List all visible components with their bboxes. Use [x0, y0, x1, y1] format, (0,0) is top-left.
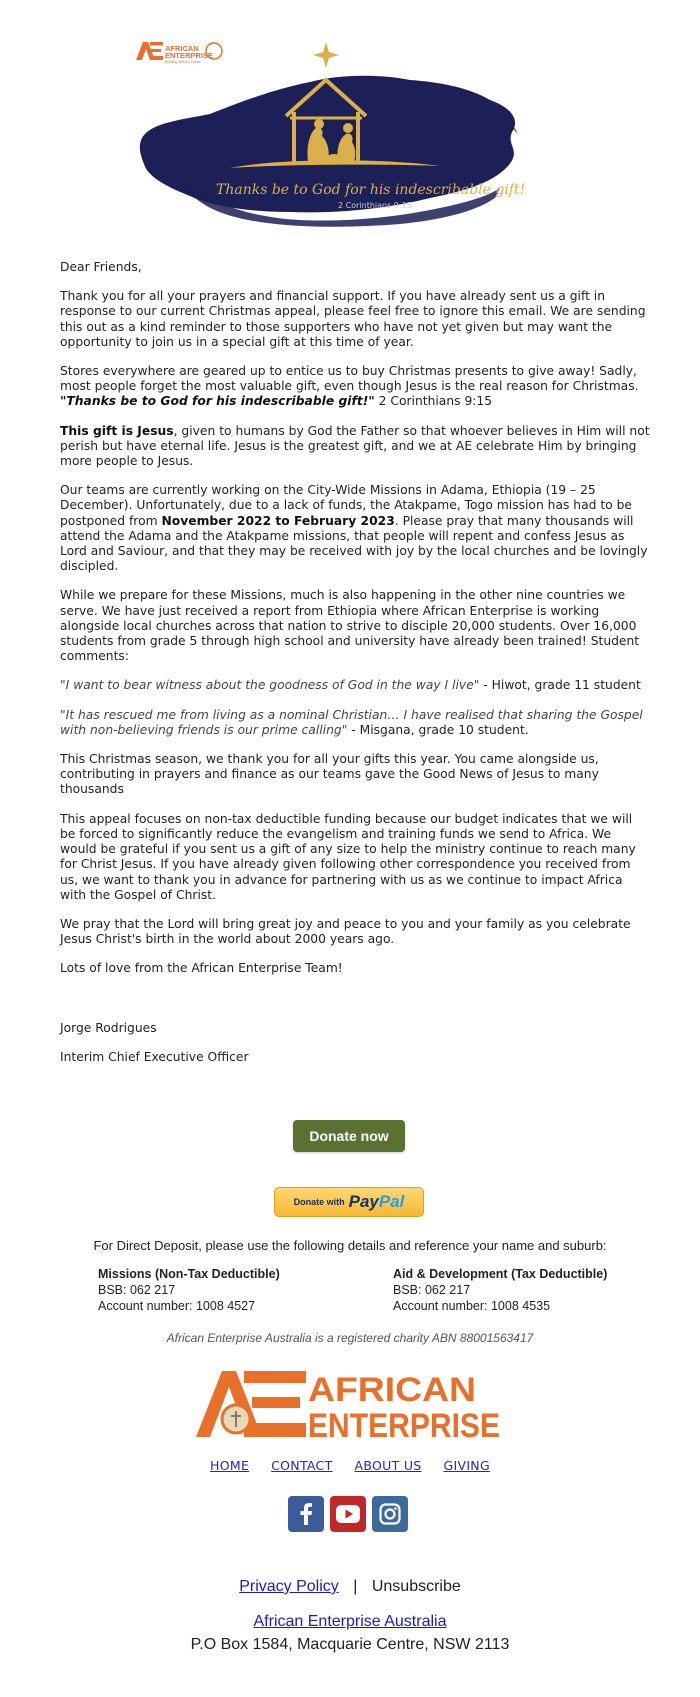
small-logo-tagline: Building Africa's Future: [165, 60, 201, 64]
paragraph-3: This gift is Jesus, given to humans by God the Father so that whoever believes in Him will not perish but have eternal life. Jesus is the greatest gift, and we at AE celebrate Him by bringing more people to Jesus.: [60, 423, 650, 469]
star-icon: [313, 42, 339, 68]
banner-caption: Thanks be to God for his indescribable gift!: [216, 182, 526, 198]
missions-heading: Missions (Non-Tax Deductible): [98, 1267, 280, 1281]
paragraph-8: We pray that the Lord will bring great joy and peace to you and your family as you celebrate Jesus Christ's birth in the world about 2000 years ago.: [60, 916, 631, 947]
org-name-link[interactable]: African Enterprise Australia: [253, 1613, 447, 1630]
paypal-donate-button[interactable]: [274, 1187, 424, 1217]
facebook-icon[interactable]: [288, 1496, 324, 1532]
nav-home-link[interactable]: HOME: [210, 1458, 250, 1473]
student-quote-1: "I want to bear witness about the goodness of God in the way I live" - Hiwot, grade 11 student: [60, 678, 641, 693]
privacy-policy-link[interactable]: Privacy Policy: [239, 1578, 339, 1595]
small-logo: [136, 40, 226, 64]
unsubscribe-link[interactable]: Unsubscribe: [371, 1578, 461, 1595]
youtube-icon[interactable]: [330, 1496, 366, 1532]
paragraph-1: Thank you for all your prayers and financial support. If you have already sent us a gift in response to our current Christmas appeal, please feel free to ignore this email. We are sending this out as a kind reminder to those supporters who have not yet given but may want the opportunity to join us in a special gift at this time of year.: [60, 289, 646, 349]
signature-name: Jorge Rodrigues: [60, 1020, 157, 1035]
aid-heading: Aid & Development (Tax Deductible): [393, 1267, 608, 1281]
greeting: Dear Friends,: [60, 260, 142, 274]
aid-bsb: BSB: 062 217: [393, 1283, 471, 1297]
logo-line1: AFRICAN: [308, 1371, 476, 1409]
charity-note: African Enterprise Australia is a registered charity ABN 88001563417: [166, 1331, 534, 1345]
footer-nav: [0, 1458, 700, 1473]
instagram-icon[interactable]: [372, 1496, 408, 1532]
paypal-small-label: Donate with: [293, 1197, 345, 1207]
missions-bsb: BSB: 062 217: [98, 1283, 176, 1297]
paragraph-2: Stores everywhere are geared up to entice us to buy Christmas presents to give away! Sadly, most people forget the most valuable gift, even though Jesus is the real reason for Christmas. "Thanks be to God for his indescribable gift!" 2 Corinthians 9:15: [60, 364, 639, 409]
ae-logo-small-icon: [136, 40, 226, 64]
closing: Lots of love from the African Enterprise Team!: [60, 961, 343, 976]
footer-separator: |: [353, 1578, 358, 1595]
missions-account: [98, 1266, 280, 1314]
ae-logo-large-icon: [196, 1367, 502, 1443]
paypal-logo: PayPal: [348, 1192, 405, 1211]
deposit-intro: For Direct Deposit, please use the following details and reference your name and suburb:: [93, 1238, 607, 1253]
aid-account: [393, 1266, 607, 1314]
small-logo-line2: ENTERPRISE: [165, 51, 213, 60]
paragraph-5: While we prepare for these Missions, much is also happening in the other nine countries we serve. We have just received a report from Ethiopia where African Enterprise is working alongside local churches across that nation to strive to disciple 20,000 students. Over 16,000 students from grade 5 through high school and university have already been trained! Student comments:: [60, 588, 640, 664]
student-quote-2: "It has rescued me from living as a nominal Christian… I have realised that sharing the Gospel with non-believing friends is our prime calling" - Misgana, grade 10 student.: [60, 707, 643, 737]
postal-address: P.O Box 1584, Macquarie Centre, NSW 2113: [190, 1636, 510, 1653]
ae-logo-large: [196, 1367, 502, 1443]
paragraph-4: Our teams are currently working on the City-Wide Missions in Adama, Ethiopia (19 – 25 December). Unfortunately, due to a lack of funds, the Atakpame, Togo mission has had to be postponed from November 2022 to February 2023. Please pray that many thousands will attend the Adama and the Atakpame missions, that people will repent and confess Jesus as Lord and Saviour, and that they may be received with joy by the local churches and be lovingly discipled.: [60, 483, 648, 574]
nav-giving-link[interactable]: GIVING: [443, 1458, 490, 1473]
paragraph-7: This appeal focuses on non-tax deductible funding because our budget indicates that we will be forced to significantly reduce the evangelism and training funds we send to Africa. We would be grateful if you sent us a gift of any size to help the ministry continue to reach many for Christ Jesus. If you have already given following other correspondence you received from us, we want to thank you in advance for partnering with us as we continue to impact Africa with the Gospel of Christ.: [60, 811, 636, 902]
small-logo-line1: AFRICAN: [165, 44, 199, 53]
paragraph-6: This Christmas season, we thank you for all your gifts this year. You came alongside us, contributing in prayers and finance as our teams gave the Good News of Jesus to many thousands: [60, 752, 599, 797]
letter-body: [60, 260, 650, 1079]
scripture-quote: "Thanks be to God for his indescribable gift!": [60, 394, 375, 409]
aid-account-number: Account number: 1008 4535: [393, 1299, 551, 1313]
org-name: [0, 1613, 700, 1631]
missions-account-number: Account number: 1008 4527: [98, 1299, 256, 1313]
signature-title: Interim Chief Executive Officer: [60, 1049, 249, 1064]
nav-contact-link[interactable]: CONTACT: [271, 1458, 333, 1473]
banner-reference: 2 Corinthians 9:15: [338, 201, 412, 210]
donate-now-button[interactable]: Donate now: [293, 1120, 405, 1152]
footer-links: [0, 1578, 700, 1596]
nav-about-link[interactable]: ABOUT US: [354, 1458, 422, 1473]
logo-line2: ENTERPRISE: [308, 1407, 500, 1445]
scripture-ref: 2 Corinthians 9:15: [374, 394, 493, 409]
